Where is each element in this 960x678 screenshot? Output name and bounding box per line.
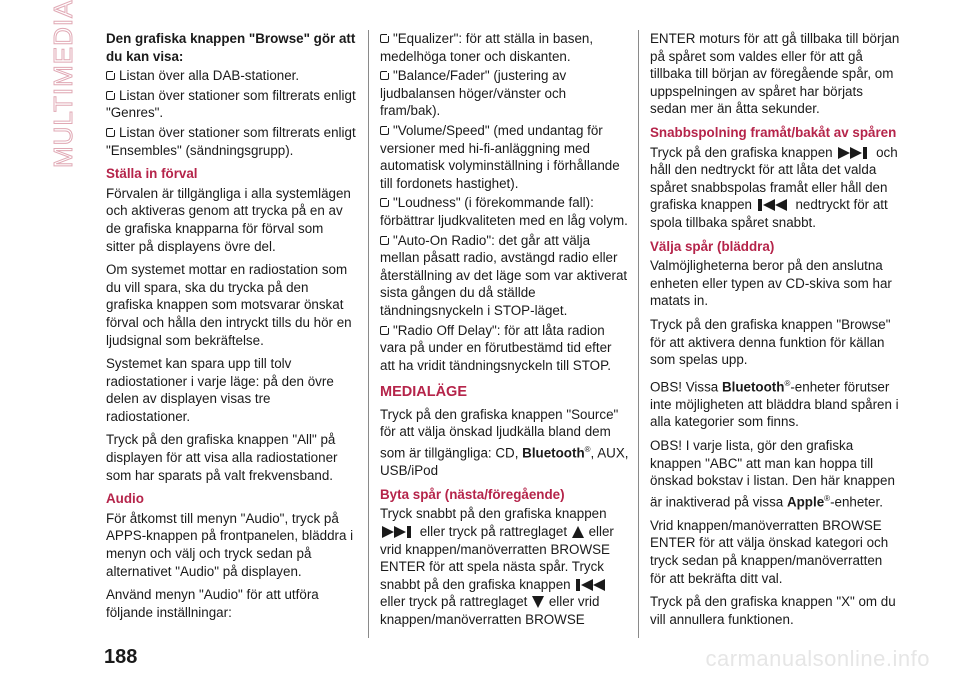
previous-track-icon <box>574 578 610 592</box>
browse-intro: Den grafiska knappen "Browse" gör att du kan visa: <box>106 31 356 64</box>
up-arrow-icon <box>571 525 585 539</box>
paragraph: För åtkomst till menyn "Audio", tryck på APPS-knappen på frontpanelen, bläddra i menyn och välj och tryck sedan på alternativet "Audio" på displayen. <box>106 510 354 579</box>
section-heading-fast-forward: Snabbspolning framåt/bakåt av spåren <box>650 124 897 140</box>
bullet-square-icon <box>380 34 389 43</box>
bullet-square-icon <box>380 198 389 207</box>
bluetooth-brand: Bluetooth <box>522 445 585 461</box>
paragraph: Tryck snabbt på den grafiska knappen eller tryck på rattreglaget eller vrid knappen/manöverratten BROWSE ENTER för att spela nästa spår. Tryck snabbt på den grafiska knappen eller tryck på rattreglaget eller vrid knappen/manöverratten BROWSE <box>380 506 614 627</box>
page-number: 188 <box>104 646 138 668</box>
paragraph: Tryck på den grafiska knappen "Browse" för att aktivera denna funktion för källan som spelas upp. <box>650 316 891 368</box>
section-heading-media: MEDIALÄGE <box>380 384 467 401</box>
section-heading-track-change: Byta spår (nästa/föregående) <box>380 486 565 502</box>
section-heading-presets: Ställa in förval <box>106 166 198 182</box>
list-item: "Volume/Speed" (med undantag för versioner med hi-fi-anläggning med automatisk volyminställning i förhållande till fordonets hastighet). <box>380 122 620 191</box>
paragraph: Valmöjligheterna beror på den anslutna enheten eller typen av CD-skiva som har matats in. <box>650 258 892 309</box>
paragraph: ENTER moturs för att gå tillbaka till början på spåret som valdes eller för att gå tillbaka till början av föregående spår, om uppspelningen av spåret har börjats sedan mer än åtta sekunder. <box>650 31 900 117</box>
fast-forward-icon <box>836 146 872 160</box>
rewind-icon <box>756 198 792 212</box>
list-item: Listan över alla DAB-stationer. <box>106 67 356 85</box>
list-item: Listan över stationer som filtrerats enligt "Ensembles" (sändningsgrupp). <box>106 124 356 158</box>
section-heading-select-track: Välja spår (bläddra) <box>650 238 775 254</box>
list-item: Listan över stationer som filtrerats enligt "Genres". <box>106 87 356 121</box>
paragraph: Vrid knappen/manöverratten BROWSE ENTER för att välja önskad kategori och tryck sedan på knappen/manöverratten för att bekräfta ditt val. <box>650 517 889 586</box>
section-heading-audio: Audio <box>106 491 144 507</box>
paragraph: Använd menyn "Audio" för att utföra följande inställningar: <box>106 587 319 620</box>
column-divider <box>638 30 639 638</box>
next-track-icon <box>380 525 416 539</box>
list-item: "Balance/Fader" (justering av ljudbalansen höger/vänster och fram/bak). <box>380 68 567 119</box>
list-item: "Radio Off Delay": för att låta radion vara på under en förutbestämd tid efter att ha vridit tändningsnyckeln till STOP. <box>380 322 612 373</box>
column-divider <box>368 30 369 638</box>
paragraph: Tryck på den grafiska knappen "Source" för att välja önskad ljudkälla bland dem som är tillgängliga: CD, Bluetooth®, AUX, USB/iPod <box>380 406 629 479</box>
paragraph: Tryck på den grafiska knappen och håll den nedtryckt för att låta det valda spåret snabbspolas framåt eller håll den grafiska knappen nedtryckt för att spola tillbaka spåret snabbt. <box>650 144 898 230</box>
paragraph: Systemet kan spara upp till tolv radiostationer i varje läge: på den övre delen av displayen visas tre radiostationer. <box>106 356 334 424</box>
list-item: "Loudness" (i förekommande fall): förbättrar ljudkvaliteten med en låg volym. <box>380 195 628 228</box>
bullet-square-icon <box>380 126 389 135</box>
column-3 <box>650 30 900 634</box>
list-item: "Equalizer": för att ställa in basen, medelhöga toner och diskanten. <box>380 31 594 64</box>
side-section-label: MULTIMEDIA <box>48 0 78 168</box>
bullet-square-icon <box>106 71 115 80</box>
bullet-square-icon <box>380 326 389 335</box>
paragraph: Om systemet mottar en radiostation som du vill spara, ska du trycka på den grafiska knappen som motsvarar önskat förval och hålla den intryckt tills du hör en ljudsignal som bekräftelse. <box>106 262 352 348</box>
down-arrow-icon <box>531 595 545 609</box>
apple-brand: Apple <box>786 494 825 510</box>
bullet-square-icon <box>106 91 115 100</box>
paragraph: OBS! Vissa Bluetooth®-enheter förutser inte möjligheten att bläddra bland spåren i alla kategorier som finns. <box>650 378 899 430</box>
bluetooth-brand: Bluetooth <box>721 379 785 395</box>
column-2 <box>380 30 630 634</box>
column-1 <box>106 30 356 627</box>
bullet-square-icon <box>380 236 389 245</box>
bullet-square-icon <box>106 128 115 137</box>
watermark: carmanualsonline.info <box>705 646 930 671</box>
paragraph: Tryck på den grafiska knappen "X" om du vill annullera funktionen. <box>650 594 896 627</box>
paragraph: Tryck på den grafiska knappen "All" på displayen för att visa alla radiostationer som har sparats på valt frekvensband. <box>106 432 338 483</box>
bullet-square-icon <box>380 71 389 80</box>
paragraph: OBS! I varje lista, gör den grafiska knappen "ABC" att man kan hoppa till önskad bokstav i listan. Den här knappen är inaktiverad på vissa Apple®-enheter. <box>650 437 895 510</box>
paragraph: Förvalen är tillgängliga i alla systemlägen och aktiveras genom att trycka på en av de grafiska knapparna för förval som sitter på displayens övre del. <box>106 185 351 254</box>
list-item: "Auto-On Radio": det går att välja mellan påsatt radio, avstängd radio eller återställning av det läge som var aktiverat sista gången du då ställde tändningsnyckeln i STOP-läget. <box>380 232 628 318</box>
